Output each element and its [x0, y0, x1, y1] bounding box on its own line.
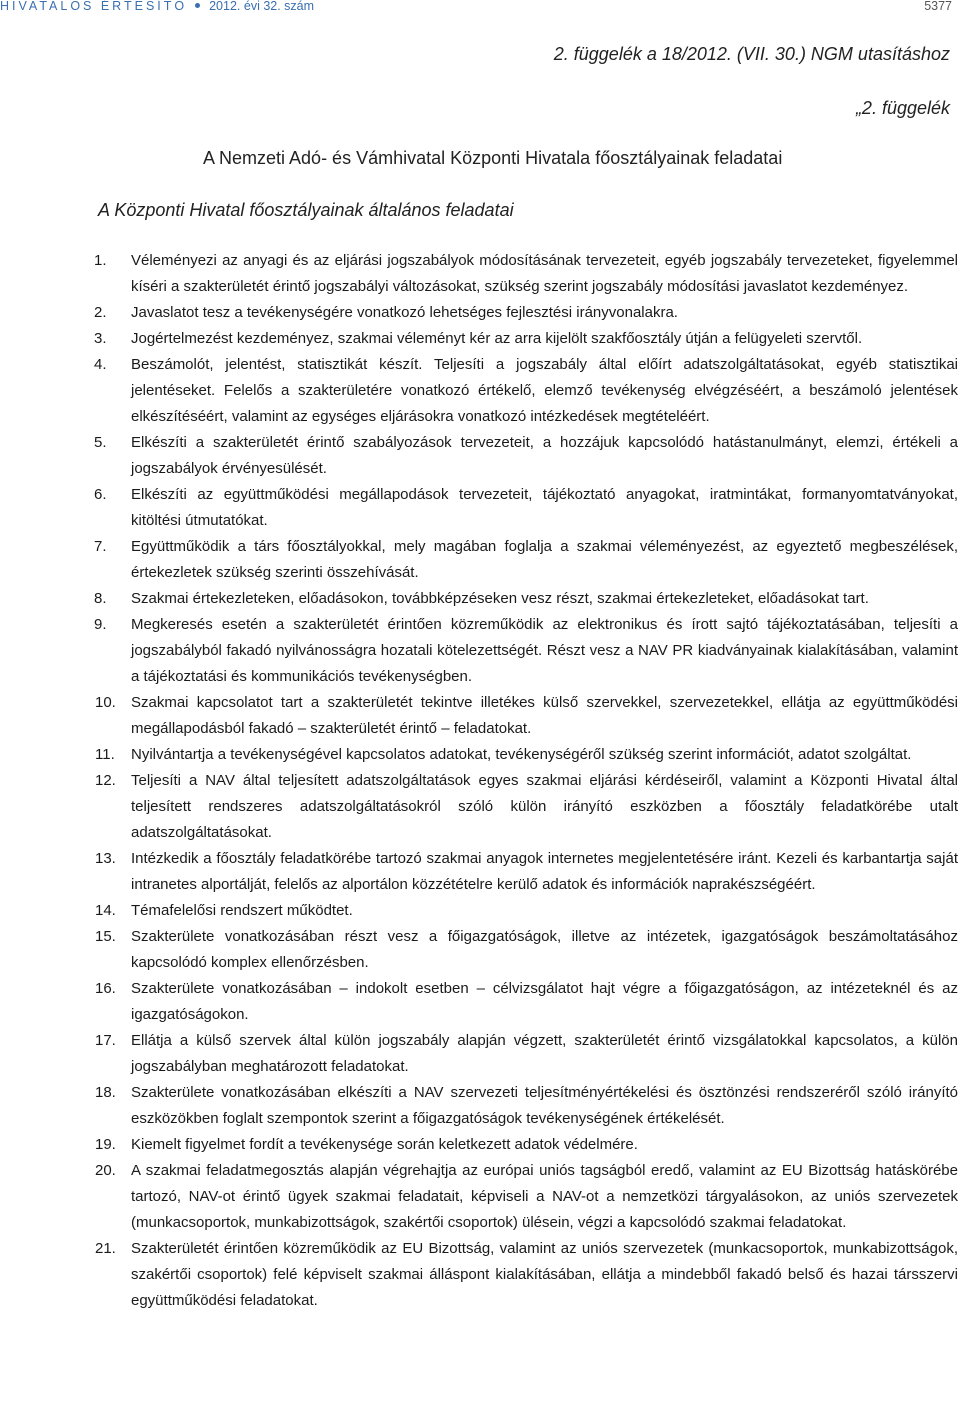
list-item — [0, 1236, 960, 1314]
list-item — [0, 482, 960, 534]
item-number: 20. — [95, 1162, 116, 1179]
item-text: Szakterülete vonatkozásában elkészíti a NAV szervezeti teljesítményértékelési és ösztönzési rendszeréről szóló irányító eszközökben foglalt szempontok szerint a főigazgatóságok tevékenységének értékelését. — [131, 1084, 958, 1127]
list-item — [0, 352, 960, 430]
item-number: 12. — [95, 772, 116, 789]
item-number: 10. — [95, 694, 116, 711]
list-item — [0, 612, 960, 690]
item-number: 19. — [95, 1136, 116, 1153]
page-title: A Nemzeti Adó- és Vámhivatal Központi Hivatala főosztályainak feladatai — [203, 148, 783, 168]
list-item — [0, 534, 960, 586]
list-item — [0, 846, 960, 898]
list-item — [0, 1158, 960, 1236]
task-list — [0, 248, 960, 1314]
item-text: Jogértelmezést kezdeményez, szakmai véleményt kér az arra kijelölt szakfőosztály útján a felügyeleti szervtől. — [131, 330, 863, 347]
issue-label: 2012. évi 32. szám — [209, 0, 315, 13]
item-number: 1. — [94, 252, 107, 269]
item-number: 14. — [95, 902, 116, 919]
item-text: Beszámolót, jelentést, statisztikát készít. Teljesíti a jogszabály által előírt adatszolgáltatásokat, egyéb statisztikai jelentéseket. Felelős a szakterületére vonatkozó értékelő, elemző tevékenység elvégzéséért, a beszámoló jelentések elkészítéséért, valamint az egységes eljárásokra vonatkozó intézkedések megtételéért. — [131, 356, 958, 425]
list-item — [0, 1028, 960, 1080]
list-item — [0, 898, 960, 924]
item-number: 11. — [95, 746, 115, 763]
item-number: 21. — [95, 1240, 116, 1257]
item-number: 2. — [94, 304, 107, 321]
page-number: 5377 — [924, 0, 952, 13]
list-item — [0, 690, 960, 742]
item-text: Javaslatot tesz a tevékenységére vonatkozó lehetséges fejlesztési irányvonalakra. — [131, 304, 678, 321]
item-text: Megkeresés esetén a szakterületét érintően közreműködik az elektronikus és írott sajtó tájékoztatásában, teljesíti a jogszabályból fakadó nyilvánosságra hozatali kötelezettségét. Részt vesz a NAV PR kiadványainak kialakításában, valamint a tájékoztatási és kommunikációs tevékenységben. — [131, 616, 958, 685]
item-number: 15. — [95, 928, 116, 945]
item-number: 5. — [94, 434, 107, 451]
item-number: 4. — [94, 356, 107, 373]
item-number: 9. — [94, 616, 107, 633]
item-text: Szakterületét érintően közreműködik az EU Bizottság, valamint az uniós szervezetek (munkacsoportok, munkabizottságok, szakértői csoportok) felé képviselt szakmai álláspont kialakításában, ellátja a mindebből fakadó belső és hazai társszervi együttműködési feladatokat. — [131, 1240, 958, 1309]
item-number: 17. — [95, 1032, 116, 1049]
item-text: Szakterülete vonatkozásában – indokolt esetben – célvizsgálatot hajt végre a főigazgatóságon, az intézeteknél és az igazgatóságokon. — [131, 980, 958, 1023]
item-number: 16. — [95, 980, 116, 997]
item-text: Szakmai kapcsolatot tart a szakterületét tekintve illetékes külső szervekkel, szervezetekkel, ellátja az együttműködési megállapodásból fakadó – szakterületét érintő – feladatokat. — [131, 694, 958, 737]
item-text: Kiemelt figyelmet fordít a tevékenysége során keletkezett adatok védelmére. — [131, 1136, 638, 1153]
item-text: Teljesíti a NAV által teljesített adatszolgáltatások egyes szakmai eljárási kérdéseiről, valamint a Központi Hivatal által teljesített rendszeres adatszolgáltatásokról szóló külön irányító eszközben a főosztály feladatkörébe utalt adatszolgáltatásokat. — [131, 772, 958, 841]
running-header-left — [0, 0, 314, 13]
list-item — [0, 768, 960, 846]
annex-reference: 2. függelék a 18/2012. (VII. 30.) NGM utasításhoz — [553, 44, 950, 64]
item-text: Együttműködik a társ főosztályokkal, mely magában foglalja a szakmai véleményezést, az egyeztető megbeszélések, értekezletek szükség szerinti összehívását. — [131, 538, 958, 581]
item-text: Intézkedik a főosztály feladatkörébe tartozó szakmai anyagok internetes megjelentetésére iránt. Kezeli és karbantartja saját intranetes alportálját, felelős az alportálon közzétételre kerülő adatok és információk naprakészségéért. — [131, 850, 958, 893]
item-text: Véleményezi az anyagi és az eljárási jogszabályok módosításának tervezeteit, egyéb jogszabály tervezeteket, figyelemmel kíséri a szakterületét érintő jogszabályi változásokat, szükség szerint jogszabály módosítási javaslatot kezdeményez. — [131, 252, 958, 295]
list-item — [0, 300, 960, 326]
item-text: Témafelelősi rendszert működtet. — [131, 902, 353, 919]
list-item — [0, 248, 960, 300]
item-number: 8. — [94, 590, 107, 607]
list-item — [0, 586, 960, 612]
list-item — [0, 430, 960, 482]
item-text: A szakmai feladatmegosztás alapján végrehajtja az európai uniós tagságból eredő, valamint az EU Bizottság hatáskörébe tartozó, NAV-ot érintő ügyek szakmai feladatait, képviseli a NAV-ot a nemzetközi tárgyalásokon, az uniós szervezetek (munkacsoportok, munkabizottságok, szakértői csoportok) ülésein, végzi a kapcsolódó szakmai feladatokat. — [131, 1162, 958, 1231]
item-text: Elkészíti az együttműködési megállapodások tervezeteit, tájékoztató anyagokat, iratmintákat, formanyomtatványokat, kitöltési útmutatókat. — [131, 486, 958, 529]
item-number: 7. — [94, 538, 107, 555]
item-number: 3. — [94, 330, 107, 347]
section-subtitle: A Központi Hivatal főosztályainak általános feladatai — [98, 200, 514, 220]
list-item — [0, 1080, 960, 1132]
list-item — [0, 1132, 960, 1158]
annex-label: „2. függelék — [855, 98, 950, 118]
running-header — [0, 0, 960, 18]
list-item — [0, 326, 960, 352]
item-text: Elkészíti a szakterületét érintő szabályozások tervezeteit, a hozzájuk kapcsolódó hatástanulmányt, elemzi, értékeli a jogszabályok érvényesülését. — [131, 434, 958, 477]
item-text: Nyilvántartja a tevékenységével kapcsolatos adatokat, tevékenységéről szükség szerint információt, adatot szolgáltat. — [131, 746, 912, 763]
list-item — [0, 976, 960, 1028]
item-text: Szakterülete vonatkozásában részt vesz a főigazgatóságok, illetve az intézetek, igazgatóságok beszámoltatásához kapcsolódó komplex ellenőrzésben. — [131, 928, 958, 971]
bullet-icon — [195, 3, 200, 8]
item-number: 18. — [95, 1084, 116, 1101]
journal-name: HIVATALOS ÉRTESÍTŐ — [0, 0, 188, 13]
item-number: 6. — [94, 486, 107, 503]
item-number: 13. — [95, 850, 116, 867]
list-item — [0, 742, 960, 768]
item-text: Szakmai értekezleteken, előadásokon, továbbképzéseken vesz részt, szakmai értekezleteket, előadásokat tart. — [131, 590, 869, 607]
list-item — [0, 924, 960, 976]
item-text: Ellátja a külső szervek által külön jogszabály alapján végzett, szakterületét érintő vizsgálatokkal kapcsolatos, a külön jogszabályban meghatározott feladatokat. — [131, 1032, 958, 1075]
